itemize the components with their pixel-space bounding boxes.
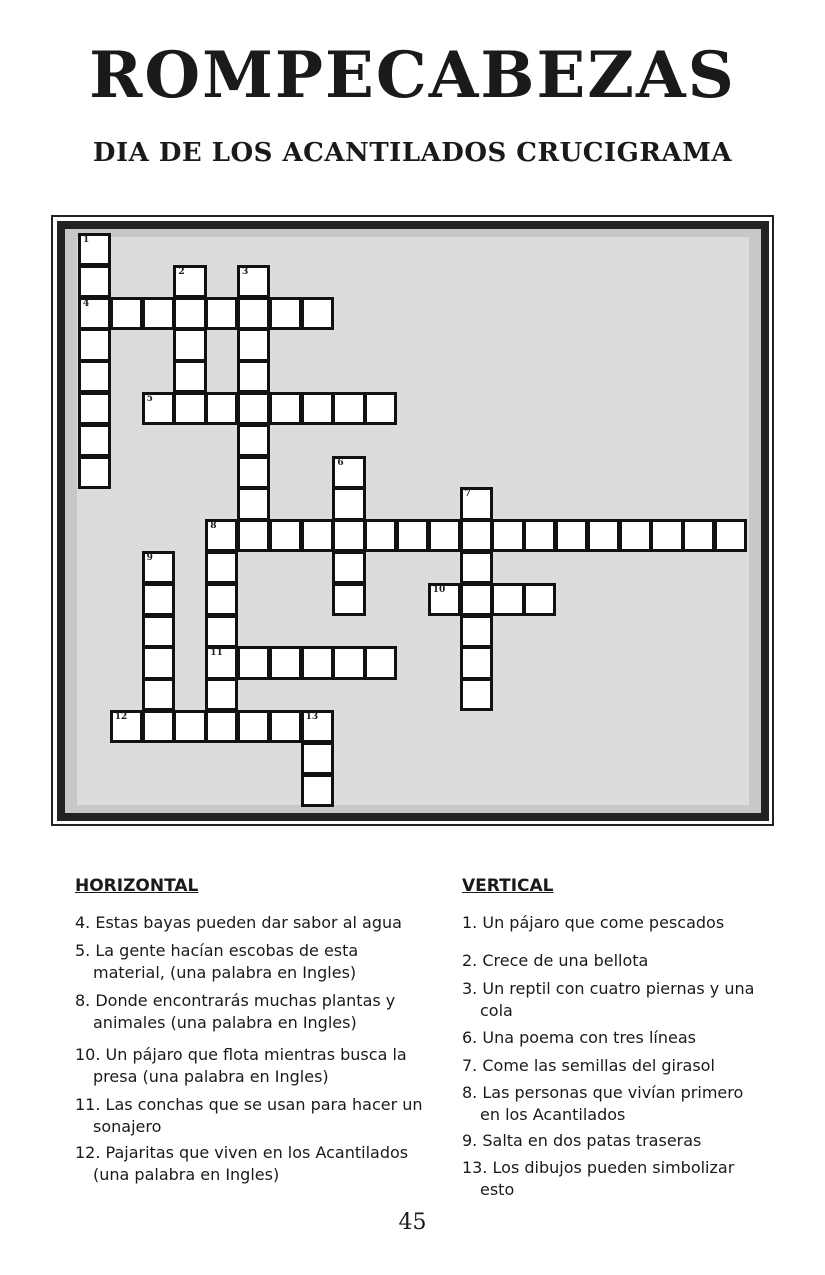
clue-number: 13 bbox=[305, 712, 319, 722]
crossword-cell[interactable] bbox=[460, 678, 493, 711]
crossword-cell[interactable] bbox=[460, 487, 493, 520]
crossword-cell[interactable] bbox=[205, 583, 238, 616]
crossword-cell[interactable] bbox=[714, 519, 747, 552]
crossword-cell[interactable] bbox=[460, 519, 493, 552]
crossword-cell[interactable] bbox=[205, 551, 238, 584]
crossword-cell[interactable] bbox=[78, 328, 111, 361]
vertical-clue-3: 3. Un reptil con cuatro piernas y una cola bbox=[462, 979, 755, 1020]
vertical-clue-13: 13. Los dibujos pueden simbolizar esto bbox=[462, 1158, 735, 1199]
crossword-cell[interactable] bbox=[142, 583, 175, 616]
crossword-cell[interactable] bbox=[364, 519, 397, 552]
crossword-cell[interactable] bbox=[332, 392, 365, 425]
crossword-cell[interactable] bbox=[301, 392, 334, 425]
crossword-cell[interactable] bbox=[269, 392, 302, 425]
crossword-cell[interactable] bbox=[78, 265, 111, 298]
clue-number: 9 bbox=[146, 553, 153, 563]
crossword-cell[interactable] bbox=[269, 710, 302, 743]
crossword-cell[interactable] bbox=[491, 583, 524, 616]
crossword-cell[interactable] bbox=[237, 297, 270, 330]
crossword-cell[interactable] bbox=[78, 392, 111, 425]
crossword-cell[interactable] bbox=[142, 297, 175, 330]
horizontal-clue-12: 12. Pajaritas que viven en los Acantilados (una palabra en Ingles) bbox=[75, 1143, 409, 1184]
crossword-cell[interactable] bbox=[78, 360, 111, 393]
clue-number: 8 bbox=[210, 521, 217, 532]
clue-number: 11 bbox=[210, 648, 223, 659]
crossword-cell[interactable] bbox=[173, 360, 206, 393]
crossword-cell[interactable] bbox=[460, 615, 493, 648]
crossword-cell[interactable] bbox=[110, 297, 143, 330]
crossword-cell[interactable] bbox=[173, 265, 206, 298]
crossword-cell[interactable] bbox=[428, 519, 461, 552]
crossword-cell[interactable] bbox=[555, 519, 588, 552]
horizontal-clue-8: 8. Donde encontrarás muchas plantas y animales (una palabra en Ingles) bbox=[75, 991, 396, 1032]
crossword-cell[interactable] bbox=[237, 360, 270, 393]
crossword-cell[interactable] bbox=[205, 646, 238, 679]
crossword-cell[interactable] bbox=[332, 646, 365, 679]
crossword-cell[interactable] bbox=[301, 710, 334, 743]
vertical-clue-2: 2. Crece de una bellota bbox=[462, 951, 649, 970]
crossword-cell[interactable] bbox=[523, 519, 556, 552]
crossword-cell[interactable] bbox=[237, 710, 270, 743]
vertical-clue-6: 6. Una poema con tres líneas bbox=[462, 1028, 696, 1047]
crossword-cell[interactable] bbox=[142, 678, 175, 711]
page-number: 45 bbox=[398, 1210, 427, 1235]
crossword-cell[interactable] bbox=[173, 710, 206, 743]
crossword-cell[interactable] bbox=[428, 583, 461, 616]
crossword-cell[interactable] bbox=[301, 297, 334, 330]
vertical-clue-9: 9. Salta en dos patas traseras bbox=[462, 1131, 702, 1150]
crossword-cell[interactable] bbox=[682, 519, 715, 552]
crossword-cell[interactable] bbox=[173, 392, 206, 425]
horizontal-heading: HORIZONTAL bbox=[75, 876, 199, 896]
crossword-cell[interactable] bbox=[142, 646, 175, 679]
crossword-cell[interactable] bbox=[301, 646, 334, 679]
crossword-cell[interactable] bbox=[237, 646, 270, 679]
crossword-cell[interactable] bbox=[110, 710, 143, 743]
vertical-clue-1: 1. Un pájaro que come pescados bbox=[462, 913, 725, 932]
crossword-cell[interactable] bbox=[205, 710, 238, 743]
crossword-cell[interactable] bbox=[142, 615, 175, 648]
vertical-clue-7: 7. Come las semillas del girasol bbox=[462, 1056, 715, 1075]
crossword-cell[interactable] bbox=[173, 328, 206, 361]
clue-number: 12 bbox=[114, 712, 128, 722]
crossword-cell[interactable] bbox=[269, 297, 302, 330]
crossword-cell[interactable] bbox=[78, 297, 111, 330]
crossword-cell[interactable] bbox=[460, 646, 493, 679]
page-subtitle: DIA DE LOS ACANTILADOS CRUCIGRAMA bbox=[92, 138, 733, 168]
crossword-cell[interactable] bbox=[650, 519, 683, 552]
crossword-cell[interactable] bbox=[460, 551, 493, 584]
crossword-cell[interactable] bbox=[332, 487, 365, 520]
crossword-cell[interactable] bbox=[142, 710, 175, 743]
crossword-cell[interactable] bbox=[301, 519, 334, 552]
crossword-cell[interactable] bbox=[237, 328, 270, 361]
crossword-cell[interactable] bbox=[78, 424, 111, 457]
crossword-cell[interactable] bbox=[301, 742, 334, 775]
crossword-cell[interactable] bbox=[619, 519, 652, 552]
crossword-cell[interactable] bbox=[205, 392, 238, 425]
crossword-cell[interactable] bbox=[269, 646, 302, 679]
crossword-cell[interactable] bbox=[78, 456, 111, 489]
crossword-cell[interactable] bbox=[142, 392, 175, 425]
crossword-cell[interactable] bbox=[237, 424, 270, 457]
crossword-cell[interactable] bbox=[491, 519, 524, 552]
horizontal-clue-10: 10. Un pájaro que flota mientras busca la presa (una palabra en Ingles) bbox=[75, 1045, 407, 1086]
crossword-cell[interactable] bbox=[142, 551, 175, 584]
crossword-cell[interactable] bbox=[237, 456, 270, 489]
horizontal-clue-11: 11. Las conchas que se usan para hacer un sonajero bbox=[75, 1095, 423, 1136]
crossword-cell[interactable] bbox=[173, 297, 206, 330]
horizontal-clue-4: 4. Estas bayas pueden dar sabor al agua bbox=[75, 913, 402, 932]
clue-number: 3 bbox=[242, 266, 249, 277]
crossword-cell[interactable] bbox=[269, 519, 302, 552]
clue-number: 6 bbox=[337, 457, 344, 468]
crossword-cell[interactable] bbox=[332, 583, 365, 616]
crossword-cell[interactable] bbox=[205, 519, 238, 552]
crossword-cell[interactable] bbox=[205, 678, 238, 711]
crossword-cell[interactable] bbox=[237, 265, 270, 298]
clue-number: 7 bbox=[464, 489, 471, 500]
clue-number: 4 bbox=[83, 298, 90, 309]
crossword-cell[interactable] bbox=[332, 519, 365, 552]
crossword-cell[interactable] bbox=[237, 519, 270, 552]
crossword-cell[interactable] bbox=[396, 519, 429, 552]
crossword-cell[interactable] bbox=[364, 646, 397, 679]
crossword-cell[interactable] bbox=[205, 297, 238, 330]
crossword-cell[interactable] bbox=[364, 392, 397, 425]
horizontal-clue-5: 5. La gente hacían escobas de esta material, (una palabra en Ingles) bbox=[75, 941, 359, 982]
vertical-heading: VERTICAL bbox=[462, 876, 554, 896]
crossword-cell[interactable] bbox=[237, 487, 270, 520]
crossword-cell[interactable] bbox=[301, 774, 334, 807]
clue-number: 5 bbox=[146, 394, 153, 404]
crossword-cell[interactable] bbox=[237, 392, 270, 425]
vertical-clue-8: 8. Las personas que vivían primero en los Acantilados bbox=[462, 1083, 744, 1124]
crossword-cell[interactable] bbox=[332, 551, 365, 584]
clue-number: 10 bbox=[432, 584, 446, 595]
crossword-cell[interactable] bbox=[460, 583, 493, 616]
page-title: ROMPECABEZAS bbox=[89, 38, 736, 113]
crossword-cell[interactable] bbox=[78, 233, 111, 266]
crossword-cell[interactable] bbox=[205, 615, 238, 648]
clue-number: 1 bbox=[83, 235, 90, 245]
crossword-cell[interactable] bbox=[332, 456, 365, 489]
crossword-cell[interactable] bbox=[587, 519, 620, 552]
clue-number: 2 bbox=[178, 266, 185, 277]
crossword-cell[interactable] bbox=[523, 583, 556, 616]
